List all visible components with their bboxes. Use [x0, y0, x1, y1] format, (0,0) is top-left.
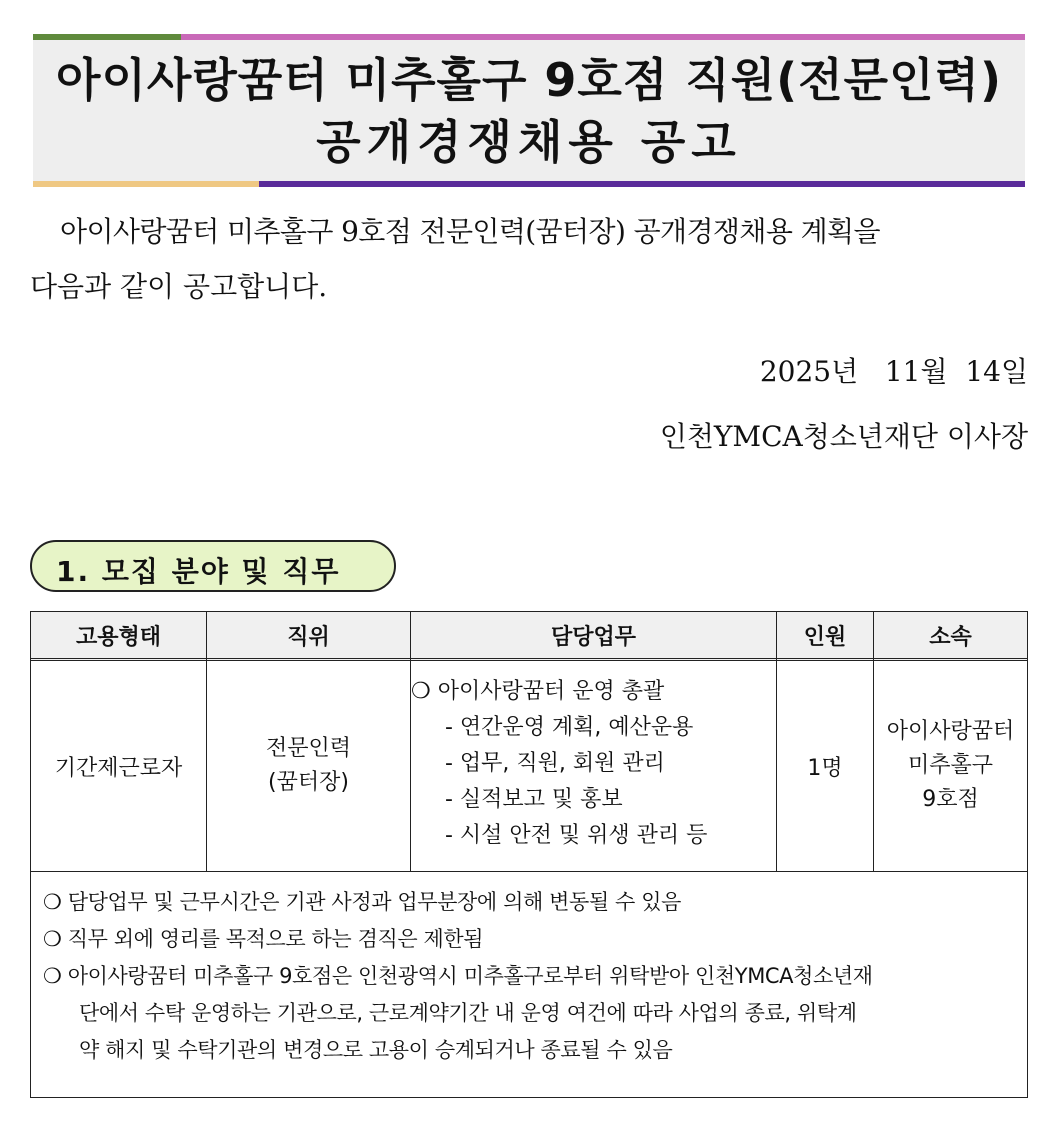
- row-divider: [31, 871, 1027, 872]
- affiliation-line1: 아이사랑꿈터: [886, 719, 1015, 744]
- issuer-name: 인천YMCA청소년재단 이사장: [659, 420, 1028, 453]
- affiliation-line2: 미추홀구: [907, 753, 993, 778]
- note-item-continuation: 약 해지 및 수탁기관의 변경으로 고용이 승계되거나 종료될 수 있음: [79, 1038, 673, 1062]
- header-duties: 담당업무: [550, 624, 636, 650]
- cell-employment-type: 기간제근로자: [54, 755, 183, 781]
- section-heading-pill: [30, 540, 396, 592]
- intro-line1: 아이사랑꿈터 미추홀구 9호점 전문인력(꿈터장) 공개경쟁채용 계획을: [60, 215, 880, 248]
- cell-duties: [411, 674, 707, 854]
- cell-affiliation: [874, 661, 1027, 871]
- header-affiliation: 소속: [929, 624, 972, 650]
- intro-line2: 다음과 같이 공고합니다.: [30, 270, 328, 303]
- table-notes: [43, 884, 1023, 1069]
- announcement-date: 2025년 11월 14일: [759, 355, 1028, 388]
- note-item: ❍ 직무 외에 영리를 목적으로 하는 겸직은 제한됨: [43, 927, 484, 951]
- page-title-line1: 아이사랑꿈터 미추홀구 9호점 직원(전문인력): [56, 53, 1002, 107]
- title-bar-bottom-purple: [259, 181, 1025, 187]
- section-heading: 1. 모집 분야 및 직무: [56, 555, 341, 588]
- position-title: 전문인력: [265, 736, 351, 761]
- title-bar-top-green: [33, 34, 181, 40]
- note-item: ❍ 담당업무 및 근무시간은 기관 사정과 업무분장에 의해 변동될 수 있음: [43, 890, 681, 914]
- duty-item: - 연간운영 계획, 예산운용: [445, 715, 694, 740]
- title-bar-bottom-tan: [33, 181, 259, 187]
- note-item: ❍ 아이사랑꿈터 미추홀구 9호점은 인천광역시 미추홀구로부터 위탁받아 인천YMCA청소년재: [43, 964, 873, 988]
- page-title-line2: 공개경쟁채용 공고: [316, 115, 742, 169]
- recruitment-table: [30, 611, 1028, 1098]
- header-headcount: 인원: [803, 624, 847, 650]
- duty-main: ❍ 아이사랑꿈터 운영 총괄: [411, 679, 665, 704]
- title-bar-top-pink: [181, 34, 1025, 40]
- note-item-continuation: 단에서 수탁 운영하는 기관으로, 근로계약기간 내 운영 여건에 따라 사업의 종료, 위탁계: [79, 1001, 857, 1025]
- cell-headcount: 1명: [807, 755, 843, 781]
- cell-position: [207, 661, 410, 871]
- header-employment-type: 고용형태: [75, 624, 161, 650]
- affiliation-line3: 9호점: [922, 787, 979, 812]
- duty-item: - 실적보고 및 홍보: [445, 787, 623, 812]
- position-subtitle: (꿈터장): [268, 770, 349, 795]
- duty-item: - 업무, 직원, 회원 관리: [445, 751, 665, 776]
- header-position: 직위: [287, 624, 330, 650]
- duty-item: - 시설 안전 및 위생 관리 등: [445, 823, 708, 848]
